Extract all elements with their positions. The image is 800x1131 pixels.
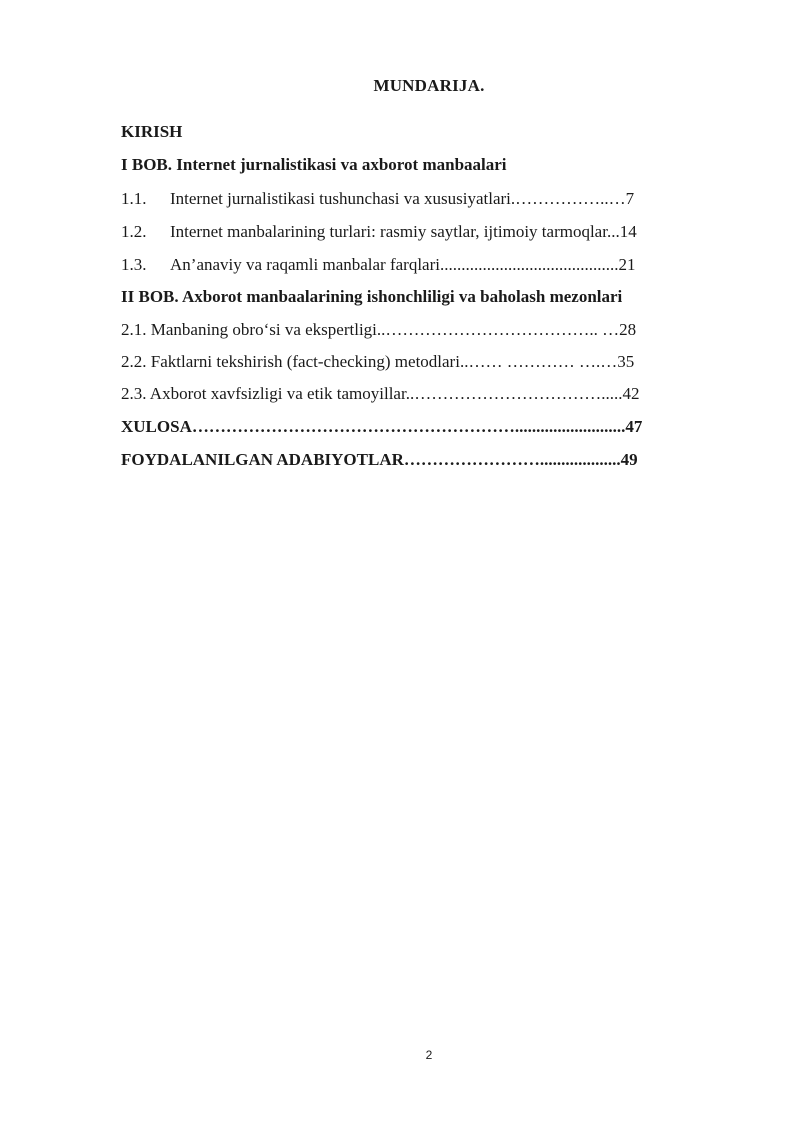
toc-xulosa: XULOSA…………………………………………………..........................47 [121, 417, 643, 436]
toc-entry-text: Internet jurnalistikasi tushunchasi va xususiyatlari.……………..…7 [170, 189, 635, 208]
toc-entry-number: 1.1. [121, 189, 147, 208]
toc-entry-1-2 [121, 222, 637, 242]
toc-kirish: KIRISH [121, 122, 183, 141]
toc-entry-2-1: 2.1. Manbaning obro‘si va ekspertligi..……………………………….. …28 [121, 320, 637, 339]
toc-entry-text: Internet manbalarining turlari: rasmiy saytlar, ijtimoiy tarmoqlar...14 [170, 222, 637, 241]
toc-entry-number: 1.3. [121, 255, 147, 274]
toc-entry-text: An’anaviy va raqamli manbalar farqlari..........................................21 [170, 255, 636, 274]
toc-entry-1-1 [121, 189, 634, 209]
chapter1-heading: I BOB. Internet jurnalistikasi va axborot manbaalari [121, 155, 507, 174]
page-number: 2 [425, 1048, 433, 1062]
toc-entry-1-3 [121, 255, 635, 275]
toc-entry-2-3: 2.3. Axborot xavfsizligi va etik tamoyillar..…………………………….....42 [121, 384, 640, 403]
toc-entry-2-2: 2.2. Faktlarni tekshirish (fact-checking) metodlari..…… ………… ….…35 [121, 352, 635, 371]
chapter2-heading: II BOB. Axborot manbaalarining ishonchliligi va baholash mezonlari [121, 287, 623, 306]
toc-entry-number: 1.2. [121, 222, 147, 241]
page-title: MUNDARIJA. [373, 76, 485, 95]
toc-adabiyotlar: FOYDALANILGAN ADABIYOTLAR……………………...................49 [121, 450, 638, 469]
